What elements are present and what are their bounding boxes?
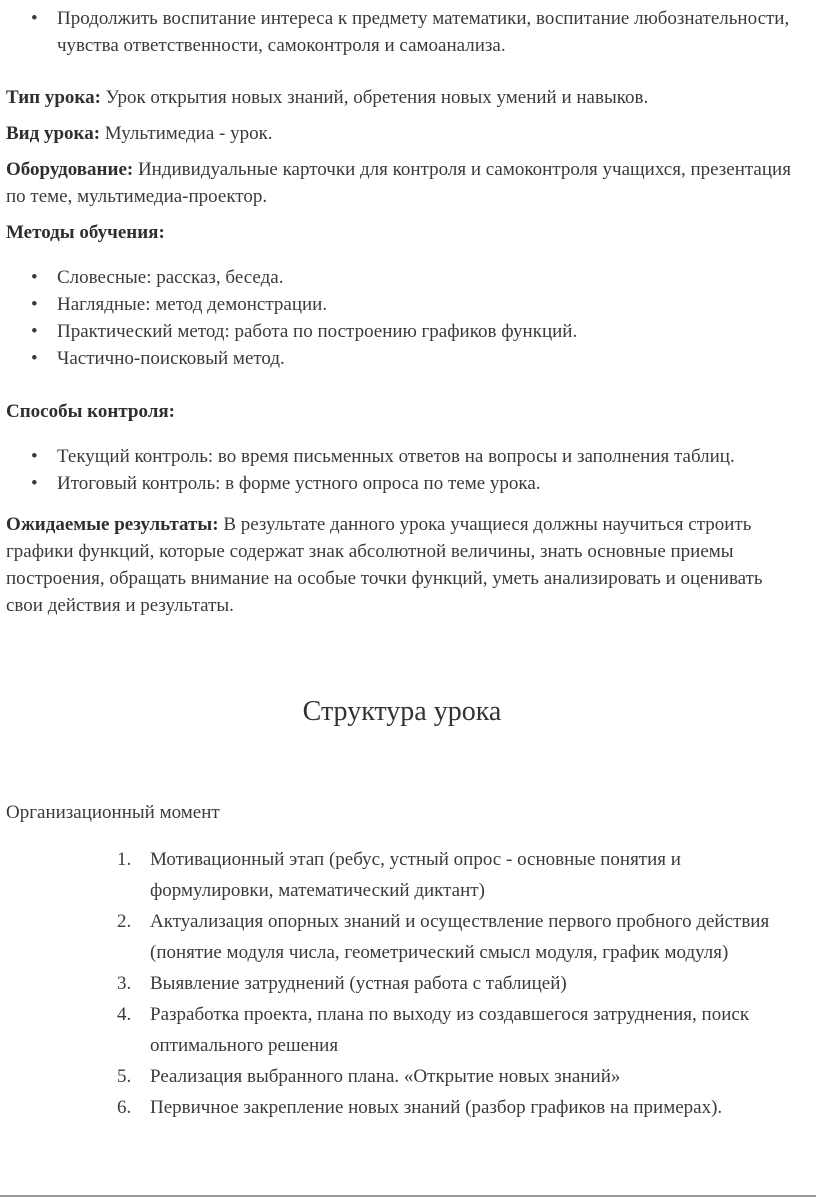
field-lesson-kind [6,120,798,147]
page-edge-divider [0,1195,816,1197]
org-moment-paragraph: Организационный момент [6,802,220,823]
expected-results-paragraph [6,511,798,619]
list-item: • Наглядные: метод демонстрации. [57,291,798,318]
intro-bullet-list [6,5,798,59]
field-label: Оборудование: [6,159,134,180]
field-equipment [6,156,798,210]
list-item: • Словесные: рассказ, беседа. [57,264,798,291]
controls-heading: Способы контроля: [6,401,175,422]
list-item: Реализация выбранного плана. «Открытие новых знаний» [150,1066,621,1087]
field-label: Тип урока: [6,87,101,108]
list-item: • Частично-поисковый метод. [57,345,798,372]
methods-heading: Методы обучения: [6,222,165,243]
list-item: Мотивационный этап (ребус, устный опрос - основные понятия и формулировки, математический диктант) [150,849,681,901]
list-item: • Практический метод: работа по построению графиков функций. [57,318,798,345]
field-label: Ожидаемые результаты: [6,514,219,535]
page-title: Структура урока [302,696,502,727]
field-label: Вид урока: [6,123,101,144]
field-text: Мультимедиа - урок. [100,123,273,144]
controls-bullet-list [6,443,798,497]
list-item: Разработка проекта, плана по выходу из создавшегося затруднения, поиск оптимального решения [150,1004,750,1056]
field-text: Индивидуальные карточки для контроля и самоконтроля учащихся, презентация по теме, мультимедиа-проектор. [6,159,791,207]
methods-bullet-list [6,264,798,372]
lesson-steps-numbered-list [6,844,798,1123]
list-item: • Продолжить воспитание интереса к предмету математики, воспитание любознательности, чувства ответственности, самоконтроля и самоанализа. [57,5,798,59]
list-item: • Текущий контроль: во время письменных ответов на вопросы и заполнения таблиц. [57,443,798,470]
field-lesson-type [6,84,798,111]
list-item: Выявление затруднений (устная работа с таблицей) [150,973,567,994]
field-text: Урок открытия новых знаний, обретения новых умений и навыков. [100,87,649,108]
field-text: В результате данного урока учащиеся должны научиться строить графики функций, которые содержат знак абсолютной величины, знать основные приемы построения, обращать внимание на особые точки функций, уметь анализировать и оценивать свои действия и результаты. [6,514,763,616]
list-item: Первичное закрепление новых знаний (разбор графиков на примерах). [150,1097,723,1118]
list-item: Актуализация опорных знаний и осуществление первого пробного действия (понятие модуля числа, геометрический смысл модуля, график модуля) [150,911,770,963]
list-item: • Итоговый контроль: в форме устного опроса по теме урока. [57,470,798,497]
